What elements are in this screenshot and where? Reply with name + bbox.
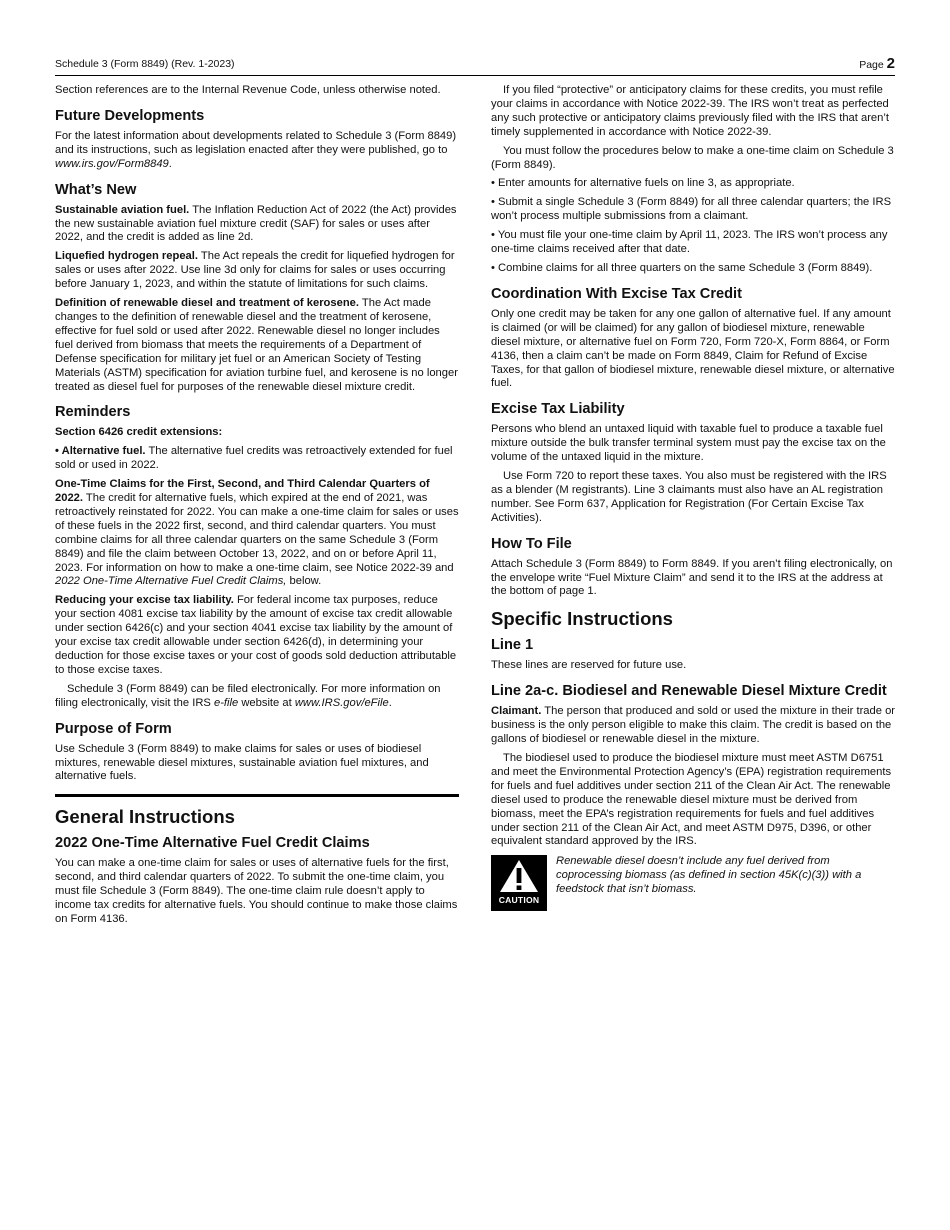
line-1-heading: Line 1 — [491, 637, 534, 654]
biodiesel-paragraph: The biodiesel used to produce the biodiesel mixture must meet ASTM D6751 and meet the Environmental Protection Agency’s (EPA) registration requirements for fuels and fuel additives under section 211 of the Clean Air Act. The renewable diesel used to produce the renewable diesel mixture must be derived from biomass, meet the EPA’s registration requirements for fuels and fuel additives under section 211 of the Clean Air Act, and meet ASTM D975, D396, or other equivalent standard approved by the IRS. — [491, 752, 892, 848]
hydrogen-paragraph: Liquefied hydrogen repeal. The Act repeals the credit for liquefied hydrogen for sales or uses after 2022. Use line 3d only for claims for sales or uses occurring before January 1, 2023, and within the statute of limitations for such claims. — [55, 250, 455, 291]
form-reference: Schedule 3 (Form 8849) (Rev. 1-2023) — [55, 58, 235, 70]
section-6426-subheading: Section 6426 credit extensions: — [55, 426, 223, 439]
reminders-heading: Reminders — [55, 404, 131, 421]
future-developments-heading: Future Developments — [55, 107, 205, 124]
line-1-text: These lines are reserved for future use. — [491, 659, 687, 672]
purpose-text: Use Schedule 3 (Form 8849) to make claims for sales or uses of biodiesel mixtures, renewable diesel mixtures, sustainable aviation fuel mixtures, and alternative fuels. — [55, 742, 429, 783]
caution-note — [491, 855, 895, 911]
coordination-heading: Coordination With Excise Tax Credit — [491, 285, 742, 302]
one-time-claims-text: You can make a one-time claim for sales or uses of alternative fuels for the first, second, and third calendar quarters of 2022. To submit the one-time claim, you must file Schedule 3 (Form 8849). The one-time claim rule doesn’t apply to income tax credits for alternative fuels. You should continue to make those claims on Form 4136. — [55, 857, 458, 925]
saf-paragraph: Sustainable aviation fuel. The Inflation Reduction Act of 2022 (the Act) provides the new sustainable aviation fuel mixture credit (SAF) for sales or uses after 2022, and the credit is added as line 2d. — [55, 203, 457, 244]
procedure-bullet: • You must file your one-time claim by April 11, 2023. The IRS won’t process any one-time claims received after that date. — [491, 229, 888, 256]
procedure-bullet: • Submit a single Schedule 3 (Form 8849) for all three calendar quarters; the IRS won’t process multiple submissions from a claimant. — [491, 196, 892, 223]
page-number-value: 2 — [886, 55, 895, 72]
one-time-claims-heading: 2022 One-Time Alternative Fuel Credit Claims — [55, 835, 370, 852]
caution-icon — [491, 855, 547, 911]
renewable-diesel-paragraph: Definition of renewable diesel and treatment of kerosene. The Act made changes to the definition of renewable diesel and the treatment of kerosene, effective for fuel sold or used after 2022. Renewable diesel no longer includes fuel derived from biomass that meets the requirements of a Department of Defense specification for military jet fuel or an American Society of Testing Materials (ASTM) specification for aviation turbine fuel, and kerosene is no longer treated as diesel fuel for purposes of the renewable diesel mixture credit. — [55, 297, 458, 393]
right-column — [491, 84, 895, 911]
caution-text: Renewable diesel doesn’t include any fuel derived from coprocessing biomass (as defined in section 45K(c)(3)) with a feedstock that isn’t biomass. — [556, 855, 862, 896]
coordination-text: Only one credit may be taken for any one gallon of alternative fuel. If any amount is claimed (or will be claimed) for any gallon of biodiesel mixture, renewable diesel mixture, or alternative fuel on Form 720, Form 720-X, Form 8864, or Form 4136, then a claim can’t be made on Form 8849, Claim for Refund of Excise Taxes, for that gallon of biodiesel mixture, renewable diesel mixture, or alternative fuel. — [491, 307, 895, 390]
page-label: Page — [859, 59, 884, 71]
page-number — [859, 55, 895, 72]
page-header — [55, 55, 895, 76]
form8849-link[interactable]: www.irs.gov/Form8849 — [55, 157, 169, 170]
procedures-paragraph: You must follow the procedures below to make a one-time claim on Schedule 3 (Form 8849). — [491, 144, 894, 171]
purpose-heading: Purpose of Form — [55, 720, 172, 737]
procedure-bullet: • Combine claims for all three quarters on the same Schedule 3 (Form 8849). — [491, 261, 873, 274]
claimant-paragraph: Claimant. The person that produced and sold or used the mixture in their trade or business is the only person eligible to make this claim. The credit is based on the gallons of biodiesel or renewable diesel in the mixture. — [491, 705, 896, 746]
efile-link[interactable]: www.IRS.gov/eFile — [294, 696, 389, 709]
how-to-file-heading: How To File — [491, 535, 572, 552]
one-time-claims-paragraph: One-Time Claims for the First, Second, and Third Calendar Quarters of 2022. The credit for alternative fuels, which expired at the end of 2021, was retroactively reinstated for 2022. You can make a one-time claim for sales or uses of these fuels in the 2022 first, second, and third calendar quarters. You must combine claims for all three calendar quarters on the same Schedule 3 (Form 8849) and file the claim between October 13, 2022, and on or before April 11, 2023. For information on how to make a one-time claim, see Notice 2022-39 and 2022 One-Time Alternative Fuel Credit Claims, below. — [55, 478, 459, 588]
how-to-file-text: Attach Schedule 3 (Form 8849) to Form 8849. If you aren’t filing electronically, on the envelope write “Fuel Mixture Claim” and send it to the IRS at the address at the bottom of page 1. — [491, 557, 893, 598]
general-instructions-heading: General Instructions — [55, 806, 235, 828]
form-720-text: Use Form 720 to report these taxes. You also must be registered with the IRS as a blender (M registrants). Line 3 claimants must also have an AL registration number. See Form 637, Application for Registration (For Certain Excise Tax Activities). — [491, 470, 887, 524]
whats-new-heading: What’s New — [55, 181, 137, 198]
efile-paragraph: Schedule 3 (Form 8849) can be filed electronically. For more information on filing electronically, visit the IRS e-file website at www.IRS.gov/eFile. — [55, 682, 441, 709]
intro-text: Section references are to the Internal Revenue Code, unless otherwise noted. — [55, 84, 441, 96]
reducing-liability-paragraph: Reducing your excise tax liability. For federal income tax purposes, reduce your section 4081 excise tax liability by the amount of excise tax credit allowable under section 6426(c) and your section 4041 excise tax liability by the amount of your excise tax credit allowable under section 6426(d), in determining your deduction for those excise taxes or your cost of goods sold deduction attributable to those excise taxes. — [55, 594, 457, 676]
line-2-heading: Line 2a-c. Biodiesel and Renewable Diesel Mixture Credit — [491, 683, 887, 700]
excise-tax-text: Persons who blend an untaxed liquid with taxable fuel to produce a taxable fuel mixture outside the bulk transfer terminal system must pay the excise tax on the volume of the untaxed liquid in the mixture. — [491, 423, 886, 464]
specific-instructions-heading: Specific Instructions — [491, 608, 673, 630]
excise-tax-liability-heading: Excise Tax Liability — [491, 401, 625, 418]
warning-triangle-icon — [499, 859, 539, 893]
section-divider — [55, 794, 459, 797]
future-developments-text: For the latest information about developments related to Schedule 3 (Form 8849) and its instructions, such as legislation enacted after they were published, go to www.irs.gov/Form8849. — [55, 129, 457, 170]
protective-claims-paragraph: If you filed “protective” or anticipatory claims for these credits, you must refile your claims in accordance with Notice 2022-39. The IRS won’t treat as perfected any such protective or anticipatory claims previously filed with the IRS that aren’t timely supplemented in accordance with Notice 2022-39. — [491, 84, 889, 138]
procedure-bullet: • Enter amounts for alternative fuels on line 3, as appropriate. — [491, 177, 795, 190]
caution-label: CAUTION — [498, 895, 540, 906]
left-column — [55, 84, 459, 932]
alternative-fuel-bullet: • Alternative fuel. The alternative fuel credits was retroactively extended for fuel sold or used in 2022. — [55, 445, 453, 472]
